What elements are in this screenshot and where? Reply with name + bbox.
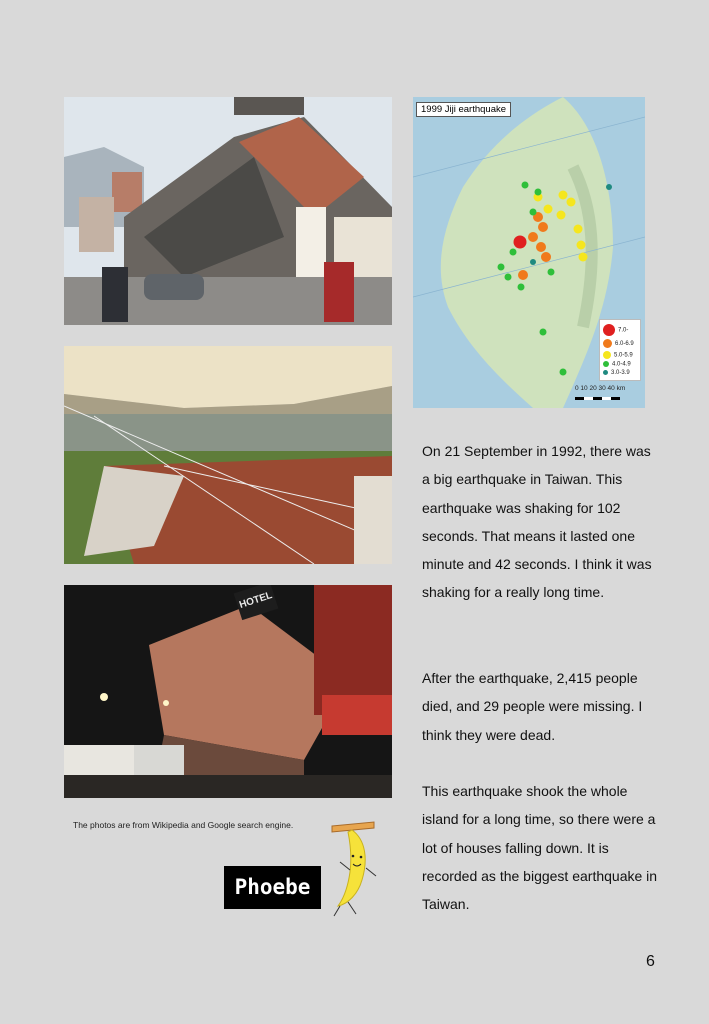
legend-item: 4.0-4.9	[603, 361, 631, 368]
epicenter-dot	[528, 232, 538, 242]
epicenter-dot	[557, 211, 566, 220]
epicenter-dot	[514, 236, 527, 249]
paragraph-island-impact: This earthquake shook the whole island for a long time, so there were a lot of houses falling down. It is recorded as the biggest earthquake in Taiwan.	[422, 783, 658, 913]
epicenter-dot	[559, 191, 568, 200]
epicenter-dot	[518, 270, 528, 280]
collapsed-hotel-photo	[64, 585, 392, 798]
epicenter-dot	[510, 249, 517, 256]
epicenter-dot	[574, 225, 583, 234]
epicenter-dot	[505, 274, 512, 281]
legend-item: 7.0-	[603, 324, 628, 336]
epicenter-dot	[535, 189, 542, 196]
damaged-stadium-photo	[64, 346, 392, 564]
legend-dot-icon	[603, 339, 612, 348]
map-scale-label: 0 10 20 30 40 km	[575, 385, 626, 392]
epicenter-dot	[606, 184, 612, 190]
epicenter-dot	[567, 198, 576, 207]
epicenter-dot	[544, 205, 553, 214]
legend-dot-icon	[603, 351, 611, 359]
map-legend	[599, 319, 641, 381]
author-name-tag: Phoebe	[224, 866, 321, 909]
collapsed-building-photo	[64, 97, 392, 325]
map-title: 1999 Jiji earthquake	[416, 102, 511, 117]
epicenter-dot	[540, 329, 547, 336]
page-number: 6	[646, 953, 655, 970]
legend-item: 5.0-5.9	[603, 351, 633, 359]
epicenter-dot	[541, 252, 551, 262]
epicenter-dot	[579, 253, 588, 262]
legend-item: 3.0-3.9	[603, 370, 630, 376]
photo-credits: The photos are from Wikipedia and Google search engine.	[73, 820, 294, 830]
epicenter-dot	[577, 241, 586, 250]
legend-dot-icon	[603, 370, 608, 375]
epicenter-dot	[530, 259, 536, 265]
legend-dot-icon	[603, 361, 609, 367]
epicenter-dot	[548, 269, 555, 276]
paragraph-casualties: After the earthquake, 2,415 people died, and 29 people were missing. I think they were dead.	[422, 670, 643, 743]
paragraph-earthquake-date: On 21 September in 1992, there was a big earthquake in Taiwan. This earthquake was shaking for 102 seconds. That means it lasted one minute and 42 seconds. I think it was shaking for a really long time.	[422, 443, 652, 601]
epicenter-dot	[518, 284, 525, 291]
legend-item: 6.0-6.9	[603, 339, 634, 348]
banana-mascot-icon	[326, 820, 380, 918]
epicenter-dot	[538, 222, 548, 232]
legend-dot-icon	[603, 324, 615, 336]
epicenter-dot	[560, 369, 567, 376]
epicenter-dot	[498, 264, 505, 271]
hotel-sign: HOTEL	[234, 585, 279, 620]
epicenter-dot	[530, 209, 537, 216]
epicenter-dot	[522, 182, 529, 189]
earthquake-map	[413, 97, 645, 408]
epicenter-dot	[536, 242, 546, 252]
